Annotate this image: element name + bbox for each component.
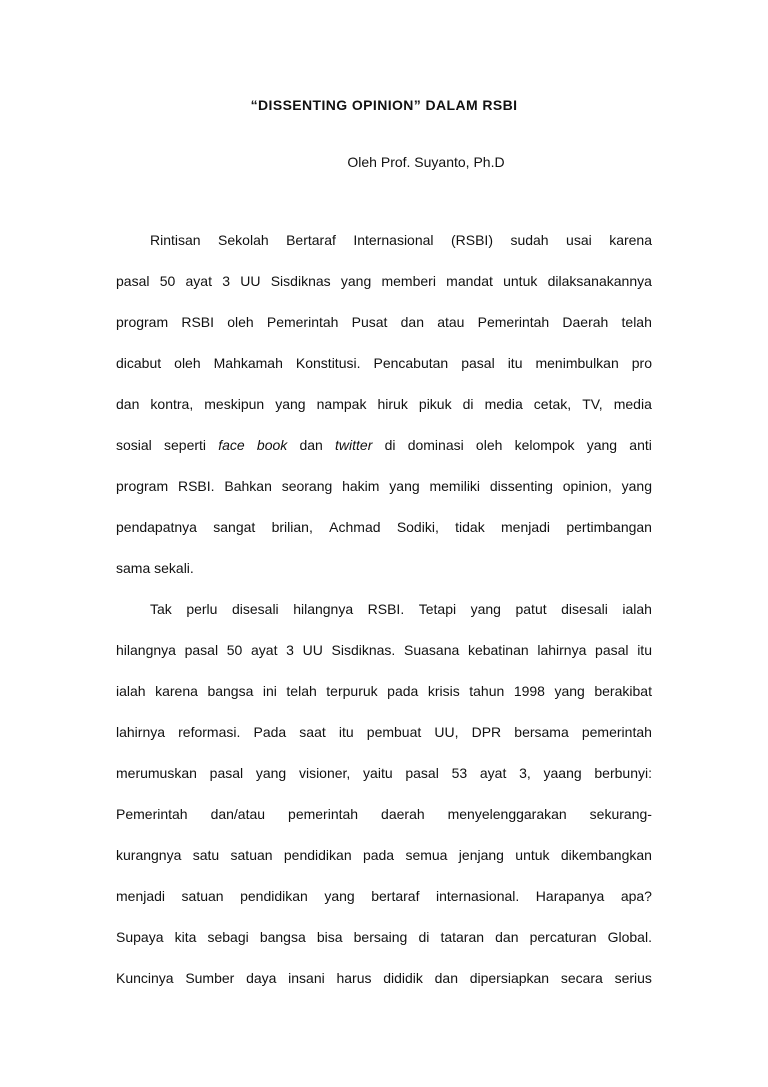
word: dan: [116, 396, 140, 412]
word: oleh: [475, 437, 503, 453]
word: program: [116, 478, 169, 494]
word: yaang: [543, 765, 582, 781]
word: bersama: [514, 724, 569, 740]
word: di: [418, 929, 430, 945]
word: percaturan: [529, 929, 597, 945]
word: RSBI.: [367, 601, 405, 617]
word: memberi: [381, 273, 436, 289]
word: 3: [222, 273, 231, 289]
word: bertaraf: [371, 888, 420, 904]
word: yang: [389, 478, 420, 494]
word: sekali.: [154, 560, 194, 576]
word: yang: [340, 273, 372, 289]
word: seorang: [281, 478, 333, 494]
word: 3,: [519, 765, 531, 781]
word: untuk: [515, 847, 550, 863]
word: yang: [275, 396, 306, 412]
word: Bertaraf: [286, 232, 336, 248]
word: sebagi: [207, 929, 249, 945]
word: UU: [302, 642, 323, 658]
word: 50: [159, 273, 176, 289]
word: sama: [116, 560, 155, 576]
word: (RSBI): [450, 232, 493, 248]
word: pasal: [461, 355, 495, 371]
word: dominasi: [407, 437, 464, 453]
word: 3: [286, 642, 294, 658]
word: ayat: [251, 642, 278, 658]
word: Pemerintah: [266, 314, 339, 330]
word: 1998: [513, 683, 545, 699]
word: pertimbangan: [566, 519, 652, 535]
paragraph-line: [116, 642, 652, 683]
paragraph-line: [116, 437, 652, 478]
word: menjadi: [116, 888, 166, 904]
paragraph-line: [116, 478, 652, 519]
paragraph-line: [116, 970, 652, 1011]
word: dan: [495, 929, 519, 945]
word: internasional.: [436, 888, 520, 904]
word: ialah: [116, 683, 146, 699]
word: berakibat: [594, 683, 652, 699]
word: visioner,: [298, 765, 351, 781]
word: pasal: [595, 642, 629, 658]
paragraph-line: [116, 519, 652, 560]
word: daya: [246, 970, 277, 986]
word: twitter: [335, 437, 373, 453]
word: sangat: [213, 519, 256, 535]
word: atau: [437, 314, 465, 330]
word: Sisdiknas: [270, 273, 331, 289]
word: daerah: [381, 806, 425, 822]
word: oleh: [227, 314, 254, 330]
word: karena: [155, 683, 198, 699]
word: Rintisan: [150, 232, 201, 248]
word: anti: [629, 437, 652, 453]
word: itu: [507, 355, 523, 371]
word: Global.: [607, 929, 652, 945]
word: dididik: [383, 970, 423, 986]
word: lahirnya: [537, 642, 587, 658]
word: cetak,: [533, 396, 572, 412]
word: secara: [560, 970, 603, 986]
word: tidak: [455, 519, 485, 535]
word: pasal: [209, 765, 244, 781]
word: di: [384, 437, 396, 453]
paragraph-line: [116, 765, 652, 806]
word: pro: [631, 355, 652, 371]
word: serius: [614, 970, 652, 986]
document-title: “DISSENTING OPINION” DALAM RSBI: [250, 97, 518, 113]
word: Pada: [253, 724, 287, 740]
word: ayat: [479, 765, 507, 781]
word: RSBI.: [177, 478, 215, 494]
word: Bahkan: [224, 478, 272, 494]
word: RSBI: [181, 314, 215, 330]
word: yaitu: [363, 765, 393, 781]
paragraph-line: [116, 232, 652, 273]
word: usai: [566, 232, 592, 248]
word: bisa: [316, 929, 343, 945]
word: patut: [515, 601, 547, 617]
word: jenjang: [458, 847, 504, 863]
word: opinion,: [562, 478, 612, 494]
paragraph-line: [116, 929, 652, 970]
paragraph-line: [116, 724, 652, 765]
paragraph-line: [116, 601, 652, 642]
word: pemerintah: [288, 806, 359, 822]
word: program: [116, 314, 169, 330]
word: sekurang-: [589, 806, 652, 822]
word: memiliki: [429, 478, 481, 494]
word: dicabut: [116, 355, 162, 371]
word: yang: [255, 765, 287, 781]
word: itu: [338, 724, 354, 740]
word: pemerintah: [581, 724, 652, 740]
word: pada: [387, 683, 419, 699]
word: tataran: [440, 929, 485, 945]
word: pasal: [116, 273, 150, 289]
word: reformasi.: [178, 724, 241, 740]
word: telah: [286, 683, 317, 699]
word: TV,: [582, 396, 603, 412]
word: kurangnya: [116, 847, 182, 863]
word: kontra,: [150, 396, 194, 412]
word: pendidikan: [240, 888, 308, 904]
word: Pencabutan: [373, 355, 449, 371]
word: yang: [586, 437, 618, 453]
word: karena: [609, 232, 652, 248]
word: ialah: [622, 601, 652, 617]
word: Mahkamah: [213, 355, 283, 371]
word: meskipun: [204, 396, 265, 412]
word: hiruk: [377, 396, 408, 412]
word: terpuruk: [326, 683, 378, 699]
word: telah: [621, 314, 652, 330]
word: pendapatnya: [116, 519, 197, 535]
word: dan: [434, 970, 458, 986]
word: Pemerintah: [116, 806, 188, 822]
word: yang: [324, 888, 355, 904]
word: Sumber: [185, 970, 235, 986]
word: media: [613, 396, 652, 412]
word: Achmad: [329, 519, 381, 535]
word: hilangnya: [293, 601, 354, 617]
word: tahun: [469, 683, 505, 699]
word: kelompok: [514, 437, 575, 453]
word: kita: [174, 929, 197, 945]
word: UU,: [434, 724, 459, 740]
word: di: [462, 396, 474, 412]
paragraph-line: [116, 683, 652, 724]
word: menimbulkan: [535, 355, 619, 371]
word: menjadi: [501, 519, 551, 535]
word: dipersiapkan: [469, 970, 550, 986]
word: yang: [621, 478, 652, 494]
word: pasal: [184, 642, 219, 658]
word: UU: [240, 273, 261, 289]
word: satu: [192, 847, 220, 863]
paragraph-line: [116, 273, 652, 314]
word: sudah: [510, 232, 549, 248]
word: dan: [299, 437, 323, 453]
word: untuk: [503, 273, 538, 289]
word: disesali: [561, 601, 608, 617]
word: media: [484, 396, 523, 412]
document-author: Oleh Prof. Suyanto, Ph.D: [347, 154, 505, 170]
word: pikuk: [418, 396, 452, 412]
word: seperti: [164, 437, 207, 453]
paragraph-line: [116, 847, 652, 888]
word: Sisdiknas.: [331, 642, 396, 658]
word: Harapanya: [535, 888, 605, 904]
document-body: [116, 232, 652, 1011]
word: bersaing: [353, 929, 408, 945]
word: ini: [262, 683, 277, 699]
word: dikembangkan: [560, 847, 652, 863]
word: Suasana: [404, 642, 460, 658]
word: satuan: [230, 847, 273, 863]
word: Internasional: [353, 232, 434, 248]
word: krisis: [427, 683, 460, 699]
word: berbunyi:: [594, 765, 652, 781]
word: Tak: [150, 601, 172, 617]
word: pasal: [405, 765, 439, 781]
word: Sekolah: [218, 232, 269, 248]
word: saat: [299, 724, 326, 740]
word: harus: [336, 970, 372, 986]
word: mandat: [446, 273, 493, 289]
word: hilangnya: [116, 642, 176, 658]
word: book: [256, 437, 288, 453]
word: dan: [400, 314, 424, 330]
paragraph-line: [116, 355, 652, 396]
word: menyelenggarakan: [447, 806, 567, 822]
word: 50: [226, 642, 243, 658]
word: brilian,: [271, 519, 313, 535]
word: bangsa: [207, 683, 254, 699]
word: perlu: [186, 601, 218, 617]
word: itu: [637, 642, 652, 658]
word: pendidikan: [283, 847, 352, 863]
word: merumuskan: [116, 765, 197, 781]
word: yang: [470, 601, 501, 617]
word: pembuat: [366, 724, 422, 740]
word: face: [218, 437, 245, 453]
word: Konstitusi.: [295, 355, 361, 371]
word: hakim: [342, 478, 380, 494]
word: 53: [451, 765, 468, 781]
paragraph-line: [116, 888, 652, 929]
word: Sodiki,: [396, 519, 439, 535]
word: apa?: [620, 888, 652, 904]
word: Supaya: [116, 929, 164, 945]
word: Daerah: [562, 314, 609, 330]
word: Tetapi: [418, 601, 457, 617]
paragraph-line: [116, 314, 652, 355]
word: disesali: [231, 601, 279, 617]
word: dilaksanakannya: [547, 273, 652, 289]
word: nampak: [316, 396, 367, 412]
word: sosial: [116, 437, 152, 453]
word: oleh: [174, 355, 201, 371]
word: semua: [405, 847, 448, 863]
word: bangsa: [259, 929, 306, 945]
word: satuan: [181, 888, 224, 904]
word: Kuncinya: [116, 970, 174, 986]
paragraph-line: [116, 396, 652, 437]
word: dissenting: [489, 478, 553, 494]
word: Pemerintah: [477, 314, 550, 330]
word: kebatinan: [467, 642, 529, 658]
word: yang: [554, 683, 585, 699]
word: DPR: [471, 724, 502, 740]
word: pada: [362, 847, 395, 863]
word: insani: [288, 970, 325, 986]
paragraph-line: [116, 560, 652, 601]
paragraph-line: [116, 806, 652, 847]
word: dan/atau: [210, 806, 266, 822]
word: lahirnya: [116, 724, 166, 740]
word: Pusat: [351, 314, 388, 330]
word: ayat: [185, 273, 212, 289]
